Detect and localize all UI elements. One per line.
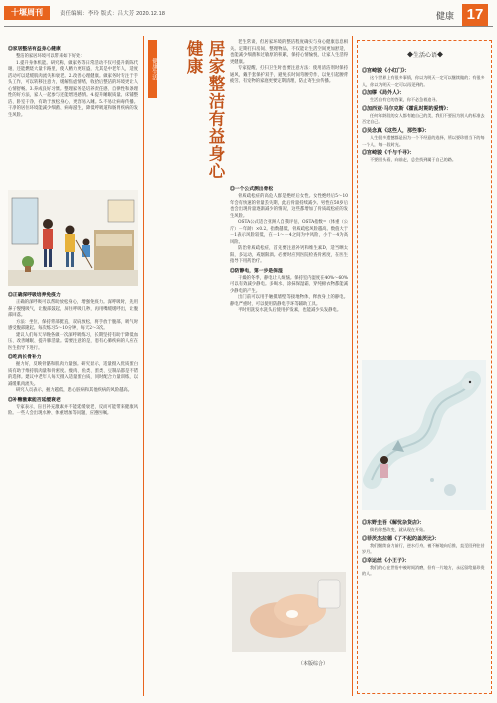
column-divider-2 xyxy=(352,36,353,696)
paragraph: 方法：坐位，保持背部挺直，双肩放松，将手放于腹部，吸气时感受腹部隆起。每次练习5～10分钟，每天2～3次。 xyxy=(8,319,138,331)
paragraph: 防治骨质疏松症，首先要注意补钙和维生素D，适当晒太阳，多运动，戒烟限酒。必要时应到医院检查骨密度，在医生指导下用药治疗。 xyxy=(230,246,348,264)
headline: 居家整洁有益身心健康 xyxy=(184,40,225,180)
paragraph: 握力好，反映骨骼和肌肉力量强。研究显示，适量摄入优质蛋白质有助于维持肌肉量和骨密度。瘦肉、鱼类、蛋类、豆制品都是不错的选择。建议中老年人每天摄入适量蛋白质，同时配合力量训练，以减缓肌肉流失。 xyxy=(8,362,138,387)
quote-source: ◎加缪《局外人》： xyxy=(362,90,405,97)
quote-item xyxy=(362,127,486,148)
section-title-static: ◎防静电，第一步是保湿 xyxy=(230,268,283,274)
column-divider xyxy=(143,36,144,696)
page-number: 17 xyxy=(462,4,488,26)
quote-item xyxy=(362,149,486,164)
hands-photo xyxy=(232,572,346,652)
section-title-grip: ◎吃肉长骨补力 xyxy=(8,355,42,360)
paragraph: 出门前可以用手触摸墙壁等接地物体，释放身上的静电。静电严重时，可以使用防静电手环等辅助工具。 xyxy=(230,295,348,307)
quote-source: ◎宫崎骏《千与千寻》： xyxy=(362,150,415,157)
paragraph: 专家提醒，打扫卫生时也要注意方法：使用清洁剂时保持通风，戴手套保护双手，避免长时间弯腰劳作，以免引起腰背疲劳。有宠物的家庭更要定期清理，防止寄生虫传播。 xyxy=(230,66,348,84)
column-1 xyxy=(8,44,138,119)
quote-item xyxy=(362,557,486,578)
paragraph: 建议人们每天早晚各做一次深呼吸练习，长期坚持有助于降低血压、改善睡眠、提升肺活量。需要注意的是，患有心肺疾病的人应在医生指导下进行。 xyxy=(8,332,138,351)
life-quotes-title: ◆生活心语◆ xyxy=(406,53,443,59)
paragraph: 老生常谈，但居家环境的整洁程度确实与身心健康息息相关。定期打扫房间、整理物品，不仅能让生活空间更加舒适，也能减少细菌和过敏原的积累，保持心情愉悦，让家人生活得更健康。 xyxy=(230,40,348,65)
quote-text: 人生很多遗憾都是因为一个不经意的选择，所以要珍惜当下的每一个人，每一段时光。 xyxy=(362,134,485,147)
section-name: 健康 xyxy=(436,11,455,21)
paragraph: 骨质疏松症的高危人群是绝经后女性。女性绝经后5～10年会有快速的骨量丢失期，此后骨量持续减少。男性在50岁后也会出现骨量逐渐减少的情况，这些都增加了骨质疏松症的发生风险。 xyxy=(230,194,348,219)
lotion-hands-image xyxy=(232,572,346,652)
quote-text: 任何年龄段的女人都有她自己的美，我们不要因为别人的标准去否定自己。 xyxy=(362,112,485,125)
quote-text: 生活自有它的答案，你不必急着追寻。 xyxy=(370,97,440,103)
section-title-osteoporosis: ◎一个公式测出骨松 xyxy=(230,187,274,192)
quote-item xyxy=(362,519,486,534)
quote-item xyxy=(362,67,486,88)
quote-source: ◎幸运丝《小王子》： xyxy=(362,557,410,564)
header-rule xyxy=(4,26,493,27)
column-2-lead xyxy=(230,40,348,86)
quote-item xyxy=(362,105,486,126)
spirited-away-dragon-image xyxy=(362,360,486,510)
quote-source: ◎宫崎骏《小红门》： xyxy=(362,68,410,74)
family-cleaning-image xyxy=(8,190,138,286)
quote-item xyxy=(362,535,486,556)
paragraph: OSTA公式适合亚洲人自我评估，OSTA指数=（体重（公斤）－年龄）×0.2。指数越低，骨质疏松风险越高。数值大于－1表示风险较低，在－1～－4之间为中风险，小于－4为高风险。 xyxy=(230,220,348,245)
paragraph: 干燥的冬季，静电让人烦恼。保持室内湿度在40%～60%可以有效减少静电。多喝水、涂抹保湿霜、穿纯棉衣物都能减少静电的产生。 xyxy=(230,275,348,294)
section-title-tidy-home: ◎家居整洁有益身心健康 xyxy=(8,47,61,52)
quote-source: ◎吴念真《这些人，那些事》： xyxy=(362,127,430,134)
quotes-list-2 xyxy=(362,518,486,578)
paragraph: 专家表示，盲目补充激素并不能延缓衰老，反而可能带来健康风险。一些人会出现水肿、体重增加等问题，应遵医嘱。 xyxy=(8,404,138,416)
column-1b xyxy=(8,290,138,418)
quote-text: 不要回头看，向前走，总会找到属于自己的路。 xyxy=(370,157,456,163)
paragraph: 正确的深呼吸可以帮助放松身心，增强免疫力。深呼吸时，先用鼻子慢慢吸气，让腹部鼓起，屏住呼吸几秒，再用嘴缓缓呼出，让腹部回落。 xyxy=(8,300,138,318)
quote-text: 这个世界上有很多事情，你以为明天一定可以继续做的；有很多人，你以为明天一定可以再见到的。 xyxy=(362,75,485,87)
quote-text: 我们的心在世俗中被时间消磨，但有一片地方，永远留给最珍贵的人。 xyxy=(362,564,485,577)
paragraph: 整洁的家居环境可以带来如下好处： xyxy=(16,54,85,59)
newspaper-brand: 十堰周刊 xyxy=(4,6,50,20)
quote-source: ◎东野圭吾《解忧杂货店》： xyxy=(362,520,425,526)
section-title-breathing: ◎正确深呼吸培养免疫力 xyxy=(8,293,61,298)
column-2 xyxy=(230,184,348,315)
paragraph: 1.提升身体机能。研究称，做家务等日常活动不仅可提升新陈代谢，还能燃烧大量卡路里，使人精力更旺盛，尤其是中老年人，适度活动可以延缓肌肉流失和衰老。2.改善心理健康。做家务时专注于手头工作，可以转移注意力，缓解焦虑情绪，收拾后整洁的环境更让人心情舒畅。3.养成良好习惯。整理家务是培养责任感、自律性和条理性的好方法，家人一起参与还能增进感情。4.提升睡眠质量。床铺整洁、卧室干净，有助于放松身心，更容易入睡。5.不易让病毒传播。干净的居住环境能减少细菌、病毒滋生，降低呼吸道和肠胃疾病的发生风险。 xyxy=(8,60,138,118)
quote-text: 我们继续奋力前行，逆水行舟，被不断地向后推，直至回到往昔岁月。 xyxy=(362,542,485,555)
quotes-list xyxy=(362,66,486,164)
quote-text: 倘若你想改变，就从现在开始。 xyxy=(370,527,428,532)
quote-source: ◎加西亚·马尔克斯《霍乱时期的爱情》： xyxy=(362,105,452,112)
section-tab: 健康生活 xyxy=(148,40,157,98)
section-title-hormone: ◎补糖激素能否延缓衰老 xyxy=(8,397,61,403)
page-header xyxy=(0,0,497,30)
cleaning-illustration xyxy=(8,190,138,286)
paragraph: 平时用洗发水洗头后使用护发素，也能减少头发静电。 xyxy=(238,308,342,313)
image-credit: （本版综合） xyxy=(297,661,328,667)
dragon-illustration xyxy=(362,360,486,510)
paragraph: 研究人员表示，握力越低，患心脏病和其他疾病的风险越高。 xyxy=(16,388,133,393)
quote-item xyxy=(362,89,486,104)
quote-source: ◎菲茨杰拉德《了不起的盖茨比》： xyxy=(362,535,440,542)
editor-meta: 责任编辑：李玲 版式：吕大芳 2020.12.18 xyxy=(60,11,166,17)
